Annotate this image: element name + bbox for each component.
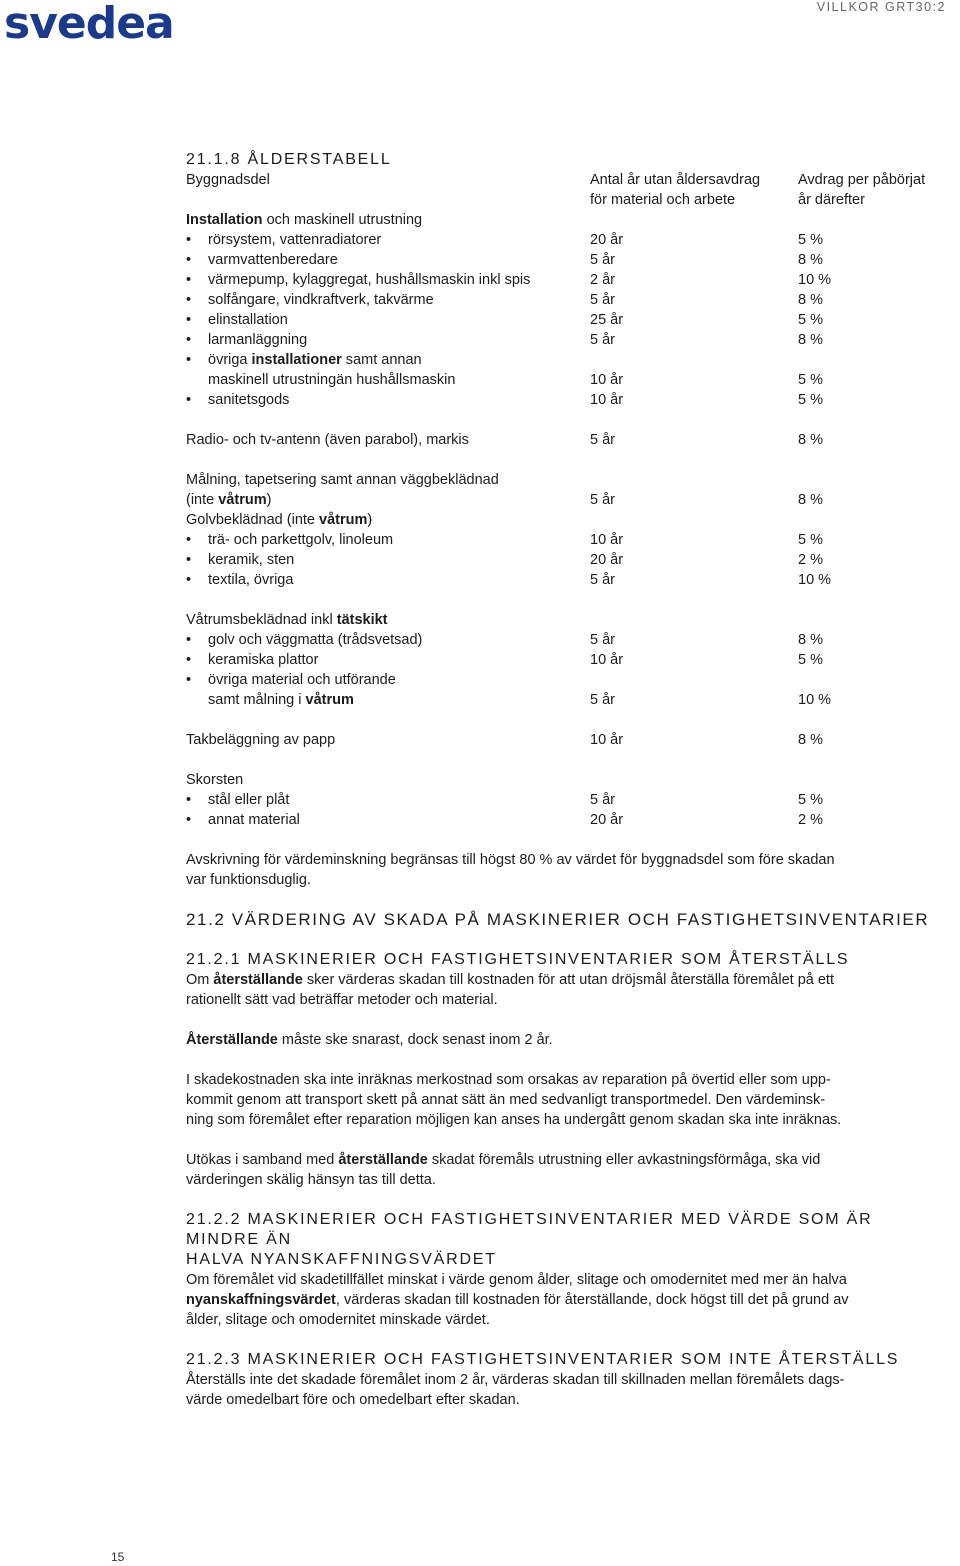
table-row bbox=[186, 350, 951, 370]
table-header-row-2 bbox=[186, 190, 951, 210]
bullet-icon: • bbox=[186, 652, 192, 668]
row-years: 2 år bbox=[590, 272, 615, 288]
row-label: keramiska plattor bbox=[208, 652, 319, 668]
row-label: Målning, tapetsering samt annan väggbeklädnad bbox=[186, 472, 499, 488]
paragraph: Återställs inte det skadade föremålet inom 2 år, värderas skadan till skillnaden mellan föremålets dags- värde omedelbart före och omedelbart efter skadan. bbox=[186, 1372, 845, 1408]
row-pct: 8 % bbox=[798, 432, 823, 448]
section-heading-21-2-2: 21.2.2 MASKINERIER OCH FASTIGHETSINVENTARIER MED VÄRDE SOM ÄR MINDRE ÄN HALVA NYANSKAFFNINGSVÄRDET bbox=[186, 1211, 873, 1268]
table-row bbox=[186, 310, 951, 330]
row-pct: 8 % bbox=[798, 332, 823, 348]
bullet-icon: • bbox=[186, 352, 192, 368]
row-label: sanitetsgods bbox=[208, 392, 290, 408]
row-label: keramik, sten bbox=[208, 552, 295, 568]
row-label: Golvbeklädnad (inte våtrum) bbox=[186, 512, 373, 528]
bullet-icon: • bbox=[186, 292, 192, 308]
col-header-years-2: för material och arbete bbox=[590, 192, 736, 208]
age-table-heading: 21.1.8 ÅLDERSTABELL bbox=[186, 151, 392, 168]
table-row bbox=[186, 230, 951, 250]
table-row bbox=[186, 670, 951, 690]
paragraph: Återställande måste ske snarast, dock senast inom 2 år. bbox=[186, 1032, 553, 1048]
row-years: 5 år bbox=[590, 292, 615, 308]
row-years: 10 år bbox=[590, 372, 624, 388]
row-pct: 5 % bbox=[798, 792, 823, 808]
row-label: annat material bbox=[208, 812, 300, 828]
bullet-icon: • bbox=[186, 532, 192, 548]
table-row bbox=[186, 530, 951, 550]
table-row bbox=[186, 570, 951, 590]
row-years: 10 år bbox=[590, 532, 624, 548]
paragraph: Om återställande sker värderas skadan till kostnaden för att utan dröjsmål återställa föremålet på ett rationellt sätt vad beträffar metoder och material. bbox=[186, 972, 834, 1008]
bullet-icon: • bbox=[186, 672, 192, 688]
row-pct: 8 % bbox=[798, 632, 823, 648]
row-years: 20 år bbox=[590, 232, 624, 248]
row-pct: 10 % bbox=[798, 572, 832, 588]
bullet-icon: • bbox=[186, 792, 192, 808]
row-pct: 5 % bbox=[798, 232, 823, 248]
row-label: övriga installationer samt annan bbox=[208, 352, 422, 368]
group-title-installation bbox=[186, 210, 951, 230]
col-header-deduction-2: år därefter bbox=[798, 192, 865, 208]
row-label: larmanläggning bbox=[208, 332, 308, 348]
row-label: övriga material och utförande bbox=[208, 672, 396, 688]
installation-bold: Installation bbox=[186, 212, 263, 228]
depreciation-note: Avskrivning för värdeminskning begränsas till högst 80 % av värdet för byggnadsdel som före skadan var funktionsduglig. bbox=[186, 852, 835, 888]
row-pct: 8 % bbox=[798, 292, 823, 308]
row-label: rörsystem, vattenradiatorer bbox=[208, 232, 382, 248]
col-header-part: Byggnadsdel bbox=[186, 172, 270, 188]
bullet-icon: • bbox=[186, 272, 192, 288]
bullet-icon: • bbox=[186, 332, 192, 348]
row-pct: 5 % bbox=[798, 392, 823, 408]
row-pct: 8 % bbox=[798, 492, 823, 508]
group-title-golv bbox=[186, 510, 951, 530]
table-row-radio bbox=[186, 430, 951, 450]
row-label: Takbeläggning av papp bbox=[186, 732, 336, 748]
table-row-tak bbox=[186, 730, 951, 750]
row-label: Radio- och tv-antenn (även parabol), markis bbox=[186, 432, 469, 448]
document-id: VILLKOR GRT30:2 bbox=[816, 0, 946, 14]
row-label: golv och väggmatta (trådsvetsad) bbox=[208, 632, 423, 648]
paragraph: Utökas i samband med återställande skadat föremåls utrustning eller avkastningsförmåga, ska vid värderingen skälig hänsyn tas till detta. bbox=[186, 1152, 821, 1188]
section-heading-21-2-1: 21.2.1 MASKINERIER OCH FASTIGHETSINVENTARIER SOM ÅTERSTÄLLS bbox=[186, 951, 850, 968]
row-pct: 5 % bbox=[798, 532, 823, 548]
table-row bbox=[186, 790, 951, 810]
table-row bbox=[186, 650, 951, 670]
paragraph: Om föremålet vid skadetillfället minskat i värde genom ålder, slitage och omodernitet med mer än halva nyanskaffningsvärdet, värderas skadan till kostnaden för återställande, dock högst till det på grund av ålder, slitage och omodernitet minskade värdet. bbox=[186, 1272, 849, 1328]
row-years: 10 år bbox=[590, 392, 624, 408]
row-years: 5 år bbox=[590, 792, 615, 808]
group-title-malning bbox=[186, 470, 951, 490]
row-years: 10 år bbox=[590, 652, 624, 668]
row-label: Skorsten bbox=[186, 772, 244, 788]
bullet-icon: • bbox=[186, 632, 192, 648]
page-content bbox=[186, 150, 951, 1410]
bullet-icon: • bbox=[186, 572, 192, 588]
table-row bbox=[186, 630, 951, 650]
row-label: solfångare, vindkraftverk, takvärme bbox=[208, 292, 434, 308]
row-years: 20 år bbox=[590, 552, 624, 568]
row-label: samt målning i våtrum bbox=[208, 692, 354, 708]
col-header-deduction: Avdrag per påbörjat bbox=[798, 172, 926, 188]
row-label: (inte våtrum) bbox=[186, 492, 272, 508]
row-label: Våtrumsbeklädnad inkl tätskikt bbox=[186, 612, 388, 628]
installation-rest: och maskinell utrustning bbox=[262, 212, 423, 228]
row-pct: 8 % bbox=[798, 732, 823, 748]
bullet-icon: • bbox=[186, 392, 192, 408]
row-pct: 10 % bbox=[798, 272, 832, 288]
table-row bbox=[186, 390, 951, 410]
bullet-icon: • bbox=[186, 552, 192, 568]
row-years: 5 år bbox=[590, 492, 615, 508]
table-row bbox=[186, 370, 951, 390]
row-label: elinstallation bbox=[208, 312, 288, 328]
row-pct: 5 % bbox=[798, 372, 823, 388]
bullet-icon: • bbox=[186, 252, 192, 268]
bullet-icon: • bbox=[186, 312, 192, 328]
group-title-vatrum bbox=[186, 610, 951, 630]
row-label: stål eller plåt bbox=[208, 792, 290, 808]
paragraph: I skadekostnaden ska inte inräknas merkostnad som orsakas av reparation på övertid eller som upp- kommit genom att transport skett på annat sätt än med sedvanligt transportmedel. Den värdeminsk- ning som föremålet efter reparation möjligen kan anses ha undergått genom skadan ska inte inräknas. bbox=[186, 1072, 842, 1128]
row-label: trä- och parkettgolv, linoleum bbox=[208, 532, 394, 548]
table-row-malning bbox=[186, 490, 951, 510]
bullet-icon: • bbox=[186, 232, 192, 248]
section-heading-21-2: 21.2 VÄRDERING AV SKADA PÅ MASKINERIER OCH FASTIGHETSINVENTARIER bbox=[186, 910, 930, 929]
row-label: textila, övriga bbox=[208, 572, 294, 588]
section-heading-21-2-3: 21.2.3 MASKINERIER OCH FASTIGHETSINVENTARIER SOM INTE ÅTERSTÄLLS bbox=[186, 1351, 900, 1368]
row-pct: 2 % bbox=[798, 552, 823, 568]
bullet-icon: • bbox=[186, 812, 192, 828]
row-years: 5 år bbox=[590, 632, 615, 648]
row-years: 5 år bbox=[590, 692, 615, 708]
table-row bbox=[186, 810, 951, 830]
row-pct: 10 % bbox=[798, 692, 832, 708]
row-pct: 8 % bbox=[798, 252, 823, 268]
table-row bbox=[186, 330, 951, 350]
row-label: varmvattenberedare bbox=[208, 252, 338, 268]
table-row bbox=[186, 690, 951, 710]
row-pct: 5 % bbox=[798, 652, 823, 668]
row-years: 5 år bbox=[590, 252, 615, 268]
group-title-skorsten bbox=[186, 770, 951, 790]
row-label: maskinell utrustningän hushållsmaskin bbox=[208, 372, 456, 388]
table-header-row bbox=[186, 170, 951, 190]
row-years: 10 år bbox=[590, 732, 624, 748]
row-years: 5 år bbox=[590, 432, 615, 448]
table-row bbox=[186, 270, 951, 290]
svedea-logo: svedea bbox=[4, 0, 174, 49]
row-years: 25 år bbox=[590, 312, 624, 328]
row-years: 5 år bbox=[590, 572, 615, 588]
row-years: 5 år bbox=[590, 332, 615, 348]
col-header-years: Antal år utan åldersavdrag bbox=[590, 172, 761, 188]
row-years: 20 år bbox=[590, 812, 624, 828]
table-row bbox=[186, 550, 951, 570]
row-pct: 2 % bbox=[798, 812, 823, 828]
row-pct: 5 % bbox=[798, 312, 823, 328]
row-label: värmepump, kylaggregat, hushållsmaskin inkl spis bbox=[208, 272, 531, 288]
page-number: 15 bbox=[111, 1550, 125, 1564]
table-row bbox=[186, 250, 951, 270]
table-row bbox=[186, 290, 951, 310]
